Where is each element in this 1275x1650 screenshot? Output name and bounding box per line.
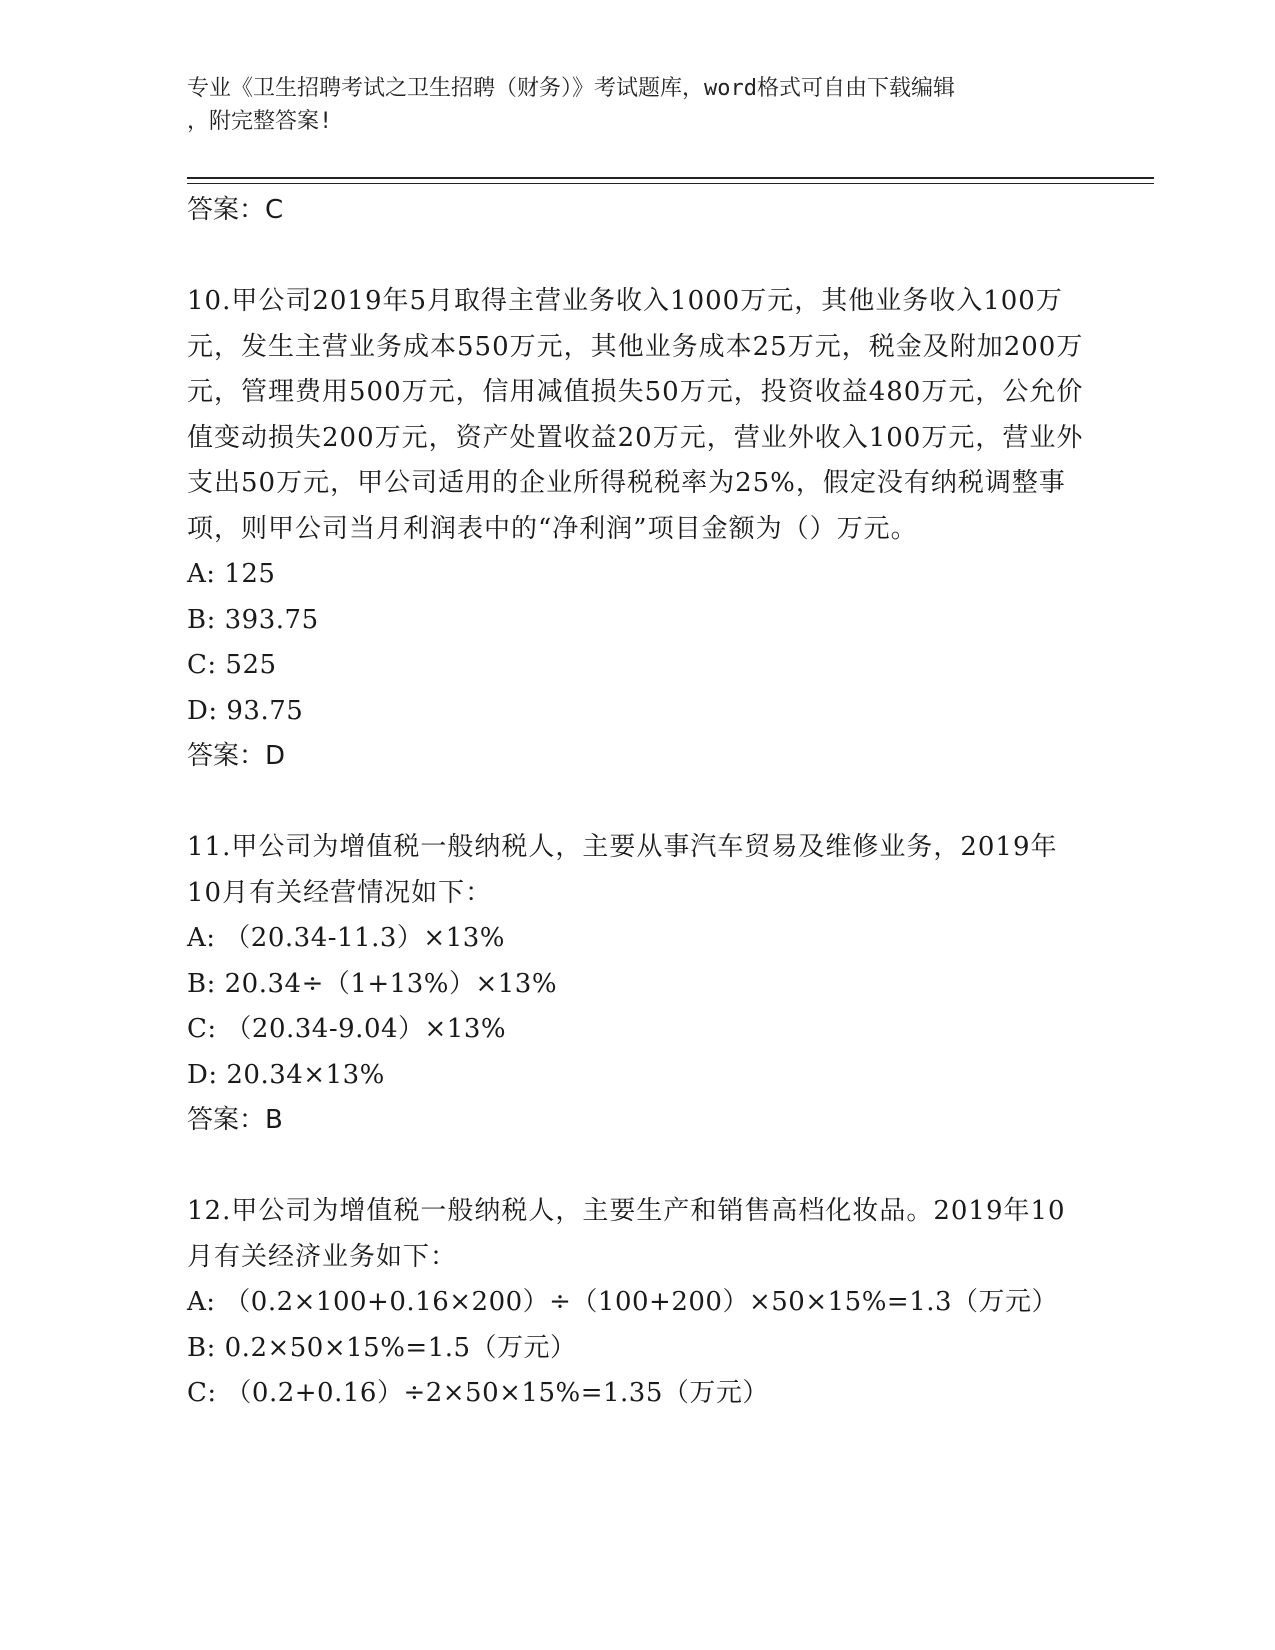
question-stem: 12.甲公司为增值税一般纳税人，主要生产和销售高档化妆品。2019年10月有关经济业务如下： bbox=[187, 1196, 1066, 1272]
header-line-1: 专业《卫生招聘考试之卫生招聘（财务）》考试题库，word格式可自由下载编辑 bbox=[187, 76, 955, 101]
question-answer: 答案：B bbox=[187, 1105, 283, 1135]
question-11 bbox=[187, 825, 1087, 1143]
option-b: B: 0.2×50×15%=1.5（万元） bbox=[187, 1332, 577, 1363]
option-c: C: （0.2+0.16）÷2×50×15%=1.35（万元） bbox=[187, 1378, 769, 1408]
option-b: B: 393.75 bbox=[187, 604, 319, 635]
header-line-2: ，附完整答案! bbox=[187, 109, 333, 134]
option-c: C: 525 bbox=[187, 650, 277, 680]
question-list bbox=[187, 188, 1087, 1417]
question-12 bbox=[187, 1189, 1087, 1417]
question-stem: 10.甲公司2019年5月取得主营业务收入1000万元，其他业务收入100万元，发生主营业务成本550万元，其他业务成本25万元，税金及附加200万元，管理费用500万元，信用减值损失50万元，投资收益480万元，公允价值变动损失200万元，资产处置收益20万元，营业外收入100万元，营业外支出50万元，甲公司适用的企业所得税税率为25%，假定没有纳税调整事项，则甲公司当月利润表中的“净利润”项目金额为（）万元。 bbox=[187, 286, 1084, 544]
option-a: A: （20.34-11.3）×13% bbox=[187, 923, 505, 953]
option-d: D: 93.75 bbox=[187, 695, 304, 726]
option-d: D: 20.34×13% bbox=[187, 1059, 385, 1090]
option-a: A: （0.2×100+0.16×200）÷（100+200）×50×15%=1.3（万元） bbox=[187, 1287, 1059, 1317]
document-header bbox=[187, 72, 1087, 138]
question-stem: 11.甲公司为增值税一般纳税人，主要从事汽车贸易及维修业务，2019年10月有关经营情况如下： bbox=[187, 832, 1058, 908]
option-b: B: 20.34÷（1+13%）×13% bbox=[187, 968, 558, 999]
header-divider bbox=[187, 177, 1154, 184]
option-a: A: 125 bbox=[187, 559, 276, 589]
previous-answer: 答案：C bbox=[187, 195, 284, 225]
question-10 bbox=[187, 279, 1087, 779]
question-answer: 答案：D bbox=[187, 741, 286, 771]
option-c: C: （20.34-9.04）×13% bbox=[187, 1014, 507, 1044]
